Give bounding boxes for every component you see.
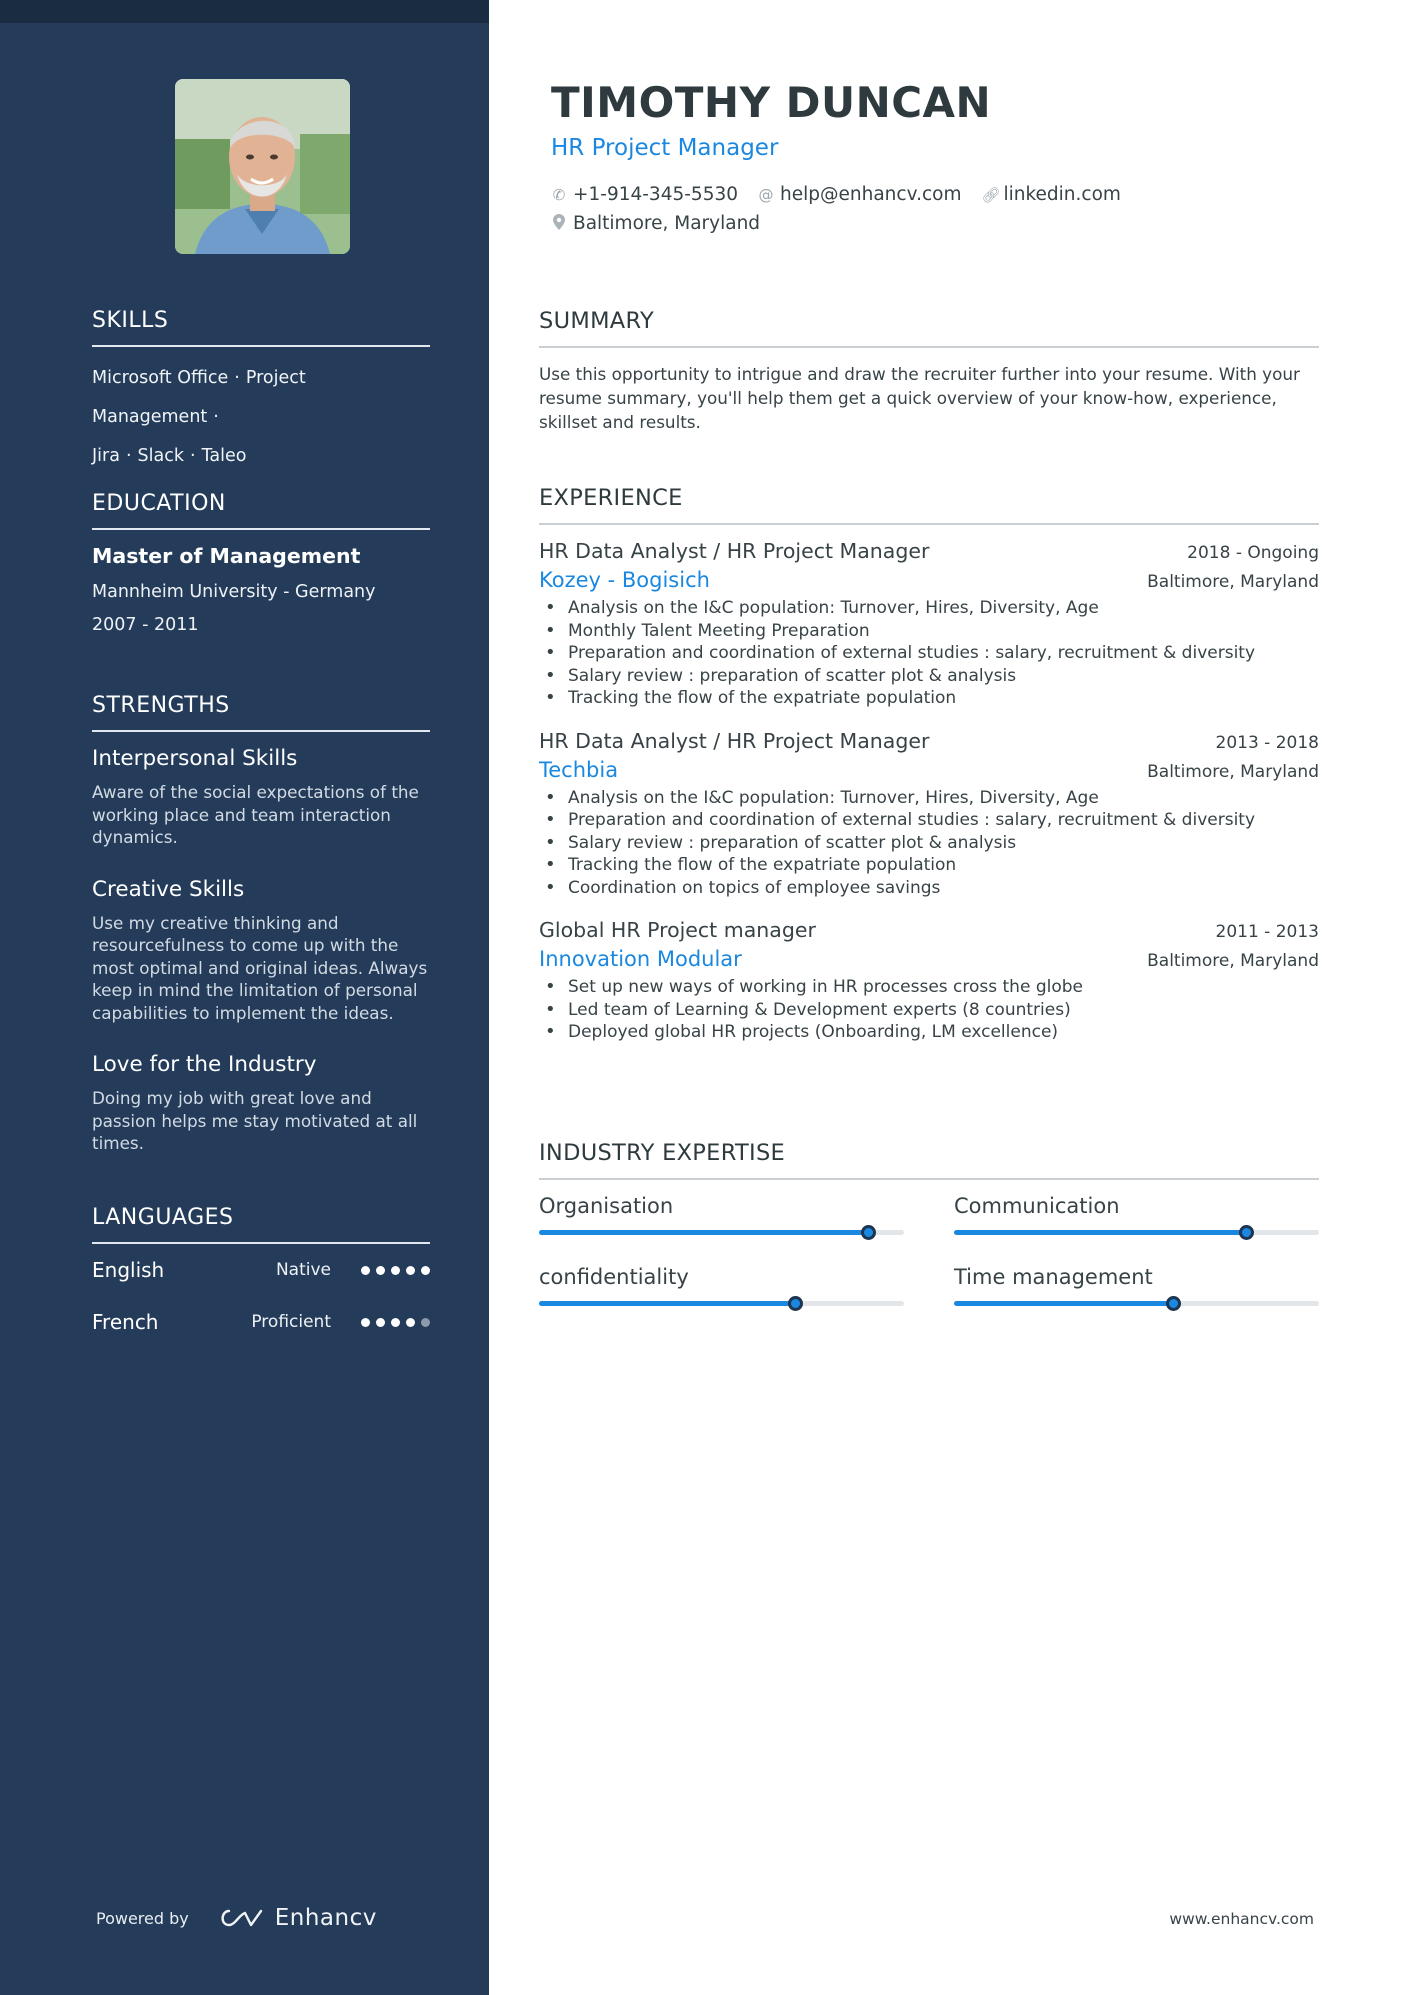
job-bullet: • Set up new ways of working in HR processes cross the globe [539, 976, 1319, 999]
expertise-bar-fill [954, 1230, 1246, 1235]
industry-expertise-grid [539, 1194, 1319, 1306]
strength-desc: Doing my job with great love and passion helps me stay motivated at all times. [92, 1088, 418, 1153]
expertise-bar-fill [539, 1230, 868, 1235]
strength-title: Creative Skills [92, 876, 245, 902]
candidate-role: HR Project Manager [551, 135, 779, 161]
expertise-bar-knob [788, 1296, 803, 1311]
contact-email[interactable] [758, 184, 961, 205]
experience-entry [539, 918, 1319, 1044]
expertise-label: confidentiality [539, 1265, 689, 1289]
location-text: Baltimore, Maryland [573, 213, 761, 234]
education-degree: Master of Management [92, 544, 361, 568]
job-bullet: • Coordination on topics of employee savings [539, 877, 1319, 900]
language-row [92, 1244, 430, 1296]
skill-item: Microsoft Office [92, 368, 229, 388]
job-title: Global HR Project manager [539, 918, 816, 942]
company-name: Kozey - Bogisich [539, 568, 710, 592]
experience-section [539, 485, 1319, 1063]
expertise-bar [539, 1301, 904, 1306]
sidebar [0, 0, 489, 1995]
job-dates: 2018 - Ongoing [1187, 543, 1319, 563]
expertise-item [954, 1194, 1319, 1235]
expertise-bar [954, 1301, 1319, 1306]
contact-location [551, 213, 760, 234]
job-location: Baltimore, Maryland [1147, 572, 1319, 592]
job-title: HR Data Analyst / HR Project Manager [539, 539, 930, 563]
rating-dot [406, 1266, 415, 1275]
strengths-title: STRENGTHS [92, 693, 430, 732]
language-name: French [92, 1310, 159, 1334]
expertise-item [954, 1265, 1319, 1306]
skills-title: SKILLS [92, 308, 430, 347]
language-rating [361, 1318, 430, 1327]
language-rating [361, 1266, 430, 1275]
job-bullet: • Salary review : preparation of scatter plot & analysis [539, 665, 1319, 688]
job-bullet: • Preparation and coordination of external studies : salary, recruitment & diversity [539, 809, 1319, 832]
skills-section [92, 308, 430, 476]
expertise-label: Communication [954, 1194, 1120, 1218]
job-bullet: • Tracking the flow of the expatriate population [539, 854, 1319, 877]
rating-dot [421, 1318, 430, 1327]
strength-item [92, 877, 430, 1025]
skills-list: Microsoft Office · Project Management · Jira · Slack · Taleo [92, 368, 306, 466]
rating-dot [391, 1266, 400, 1275]
enhancv-logo-icon [217, 1907, 265, 1929]
expertise-item [539, 1265, 904, 1306]
company-name: Techbia [539, 757, 619, 782]
job-bullet: • Preparation and coordination of external studies : salary, recruitment & diversity [539, 642, 1319, 665]
language-level: Proficient [251, 1312, 331, 1332]
language-name: English [92, 1258, 165, 1282]
job-bullets [539, 597, 1319, 710]
footer-url[interactable]: www.enhancv.com [1169, 1910, 1314, 1928]
job-bullet: • Analysis on the I&C population: Turnover, Hires, Diversity, Age [539, 787, 1319, 810]
strength-item [92, 746, 430, 849]
rating-dot [376, 1318, 385, 1327]
summary-title: SUMMARY [539, 308, 1319, 348]
strength-item [92, 1052, 430, 1155]
expertise-bar [539, 1230, 904, 1235]
industry-expertise-title: INDUSTRY EXPERTISE [539, 1140, 1319, 1180]
job-bullets [539, 976, 1319, 1044]
powered-by-label: Powered by [96, 1908, 189, 1928]
enhancv-brand[interactable] [217, 1905, 377, 1931]
skill-item: Taleo [201, 446, 247, 466]
expertise-label: Organisation [539, 1194, 674, 1218]
profile-photo [175, 79, 350, 254]
contact-linkedin[interactable] [981, 184, 1120, 205]
email-text: help@enhancv.com [780, 184, 962, 205]
rating-dot [361, 1318, 370, 1327]
expertise-bar-knob [861, 1225, 876, 1240]
phone-icon: ✆ [552, 185, 566, 204]
job-bullets [539, 787, 1319, 900]
skill-item: Project Management [92, 368, 306, 427]
rating-dot [361, 1266, 370, 1275]
education-section [92, 491, 430, 648]
job-bullet: • Led team of Learning & Development experts (8 countries) [539, 999, 1319, 1022]
experience-title: EXPERIENCE [539, 485, 1319, 525]
job-bullet: • Tracking the flow of the expatriate population [539, 687, 1319, 710]
education-school: Mannheim University - Germany [92, 582, 376, 602]
strength-title: Interpersonal Skills [92, 746, 298, 771]
expertise-bar [954, 1230, 1319, 1235]
skill-item: Slack [137, 446, 184, 466]
expertise-bar-knob [1166, 1296, 1181, 1311]
languages-section [92, 1205, 430, 1348]
language-level: Native [275, 1260, 331, 1280]
rating-dot [421, 1266, 430, 1275]
strength-title: Love for the Industry [92, 1052, 317, 1077]
skill-item: Jira [92, 446, 120, 466]
linkedin-text: linkedin.com [1003, 184, 1121, 205]
job-bullet: • Analysis on the I&C population: Turnover, Hires, Diversity, Age [539, 597, 1319, 620]
job-dates: 2013 - 2018 [1215, 732, 1319, 753]
powered-by [96, 1905, 377, 1931]
summary-section [539, 308, 1319, 434]
language-row [92, 1296, 430, 1348]
location-pin-icon [551, 214, 567, 234]
phone-text: +1-914-345-5530 [573, 184, 739, 205]
education-title: EDUCATION [92, 491, 430, 530]
strength-desc: Aware of the social expectations of the working place and team interaction dynamics. [92, 782, 419, 847]
education-years: 2007 - 2011 [92, 615, 199, 635]
job-location: Baltimore, Maryland [1147, 951, 1319, 971]
expertise-item [539, 1194, 904, 1235]
at-icon: @ [758, 185, 774, 204]
summary-text: Use this opportunity to intrigue and draw the recruiter further into your resume. With your resume summary, you'll help them get a quick overview of your know-how, experience, skillset and results. [539, 364, 1300, 432]
expertise-label: Time management [954, 1265, 1153, 1289]
job-location: Baltimore, Maryland [1147, 761, 1319, 782]
industry-expertise-section [539, 1140, 1319, 1306]
job-bullet: • Deployed global HR projects (Onboarding, LM excellence) [539, 1021, 1319, 1044]
candidate-name: TIMOTHY DUNCAN [551, 78, 992, 127]
link-icon: 🔗︎ [981, 185, 1001, 204]
contact-phone[interactable] [551, 184, 738, 205]
expertise-bar-fill [954, 1301, 1173, 1306]
expertise-bar-knob [1239, 1225, 1254, 1240]
rating-dot [391, 1318, 400, 1327]
brand-name: Enhancv [274, 1905, 377, 1931]
job-title: HR Data Analyst / HR Project Manager [539, 728, 930, 753]
company-name: Innovation Modular [539, 947, 742, 971]
expertise-bar-fill [539, 1301, 795, 1306]
rating-dot [376, 1266, 385, 1275]
job-bullet: • Salary review : preparation of scatter plot & analysis [539, 832, 1319, 855]
job-bullet: • Monthly Talent Meeting Preparation [539, 620, 1319, 643]
experience-entry [539, 539, 1319, 710]
strengths-section [92, 693, 430, 1183]
job-dates: 2011 - 2013 [1215, 922, 1319, 942]
rating-dot [406, 1318, 415, 1327]
sidebar-top-bar [0, 0, 489, 23]
languages-title: LANGUAGES [92, 1205, 430, 1244]
experience-entry [539, 729, 1319, 900]
contact-info [551, 180, 1141, 238]
profile-photo-image [175, 79, 350, 254]
strength-desc: Use my creative thinking and resourcefulness to come up with the most optimal and original ideas. Always keep in mind the limitation of personal capabilities to implement the ideas. [92, 912, 428, 1023]
